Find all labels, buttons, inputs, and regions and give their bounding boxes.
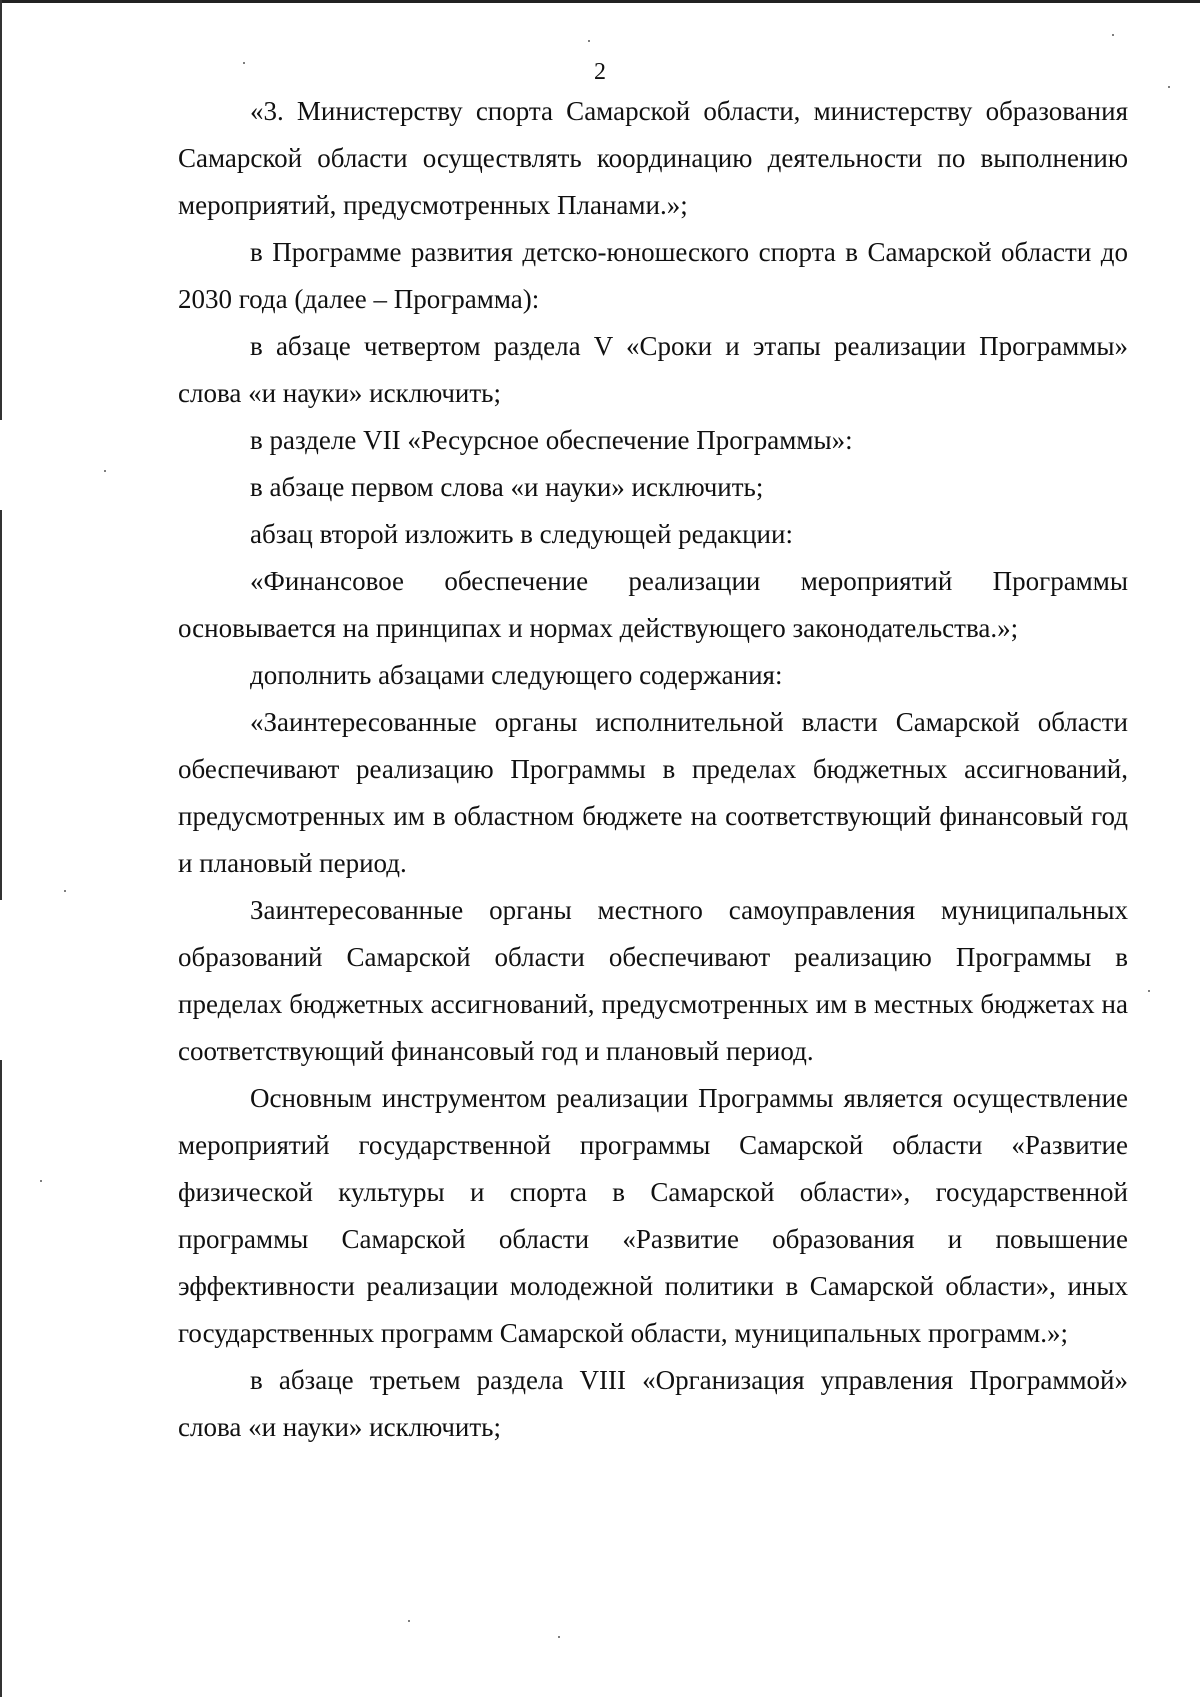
scan-left-edge-gap (0, 900, 3, 1060)
paragraph: в абзаце первом слова «и науки» исключить; (250, 472, 764, 502)
scan-speck (1148, 990, 1150, 992)
paragraph: «Заинтересованные органы исполнительной власти Самарской области обеспечивают реализацию Программы в пределах бюджетных ассигнований, предусмотренных им в областном бюджете на соответствующий финансовый год и плановый период. (178, 707, 1128, 878)
document-body (178, 88, 1128, 1451)
scan-speck (1168, 86, 1170, 88)
scan-speck (1112, 34, 1114, 36)
paragraph: в абзаце четвертом раздела V «Сроки и этапы реализации Программы» слова «и науки» исключить; (178, 331, 1128, 408)
paragraph: Заинтересованные органы местного самоуправления муниципальных образований Самарской области обеспечивают реализацию Программы в пределах бюджетных ассигнований, предусмотренных им в местных бюджетах на соответствующий финансовый год и плановый период. (178, 895, 1128, 1066)
scan-left-edge (0, 0, 2, 1697)
scan-speck (40, 1180, 42, 1182)
scan-speck (588, 40, 590, 42)
paragraph: «Финансовое обеспечение реализации мероприятий Программы основывается на принципах и нормах действующего законодательства.»; (178, 566, 1128, 643)
paragraph: дополнить абзацами следующего содержания: (250, 660, 783, 690)
scan-left-edge-gap (0, 420, 3, 510)
scan-top-border (0, 0, 1200, 3)
paragraph: в разделе VII «Ресурсное обеспечение Программы»: (250, 425, 853, 455)
paragraph: Основным инструментом реализации Программы является осуществление мероприятий государственной программы Самарской области «Развитие физической культуры и спорта в Самарской области», государственной программы Самарской области «Развитие образования и повышение эффективности реализации молодежной политики в Самарской области», иных государственных программ Самарской области, муниципальных программ.»; (178, 1083, 1128, 1348)
paragraph: абзац второй изложить в следующей редакции: (250, 519, 793, 549)
scan-speck (408, 1620, 410, 1622)
scan-speck (558, 1636, 560, 1638)
paragraph: в Программе развития детско-юношеского спорта в Самарской области до 2030 года (далее – Программа): (178, 237, 1128, 314)
paragraph: «3. Министерству спорта Самарской области, министерству образования Самарской области осуществлять координацию деятельности по выполнению мероприятий, предусмотренных Планами.»; (178, 96, 1128, 220)
scan-speck (104, 470, 106, 472)
page-number: 2 (594, 59, 606, 85)
scan-speck (64, 890, 66, 892)
paragraph: в абзаце третьем раздела VIII «Организация управления Программой» слова «и науки» исключить; (178, 1365, 1128, 1442)
